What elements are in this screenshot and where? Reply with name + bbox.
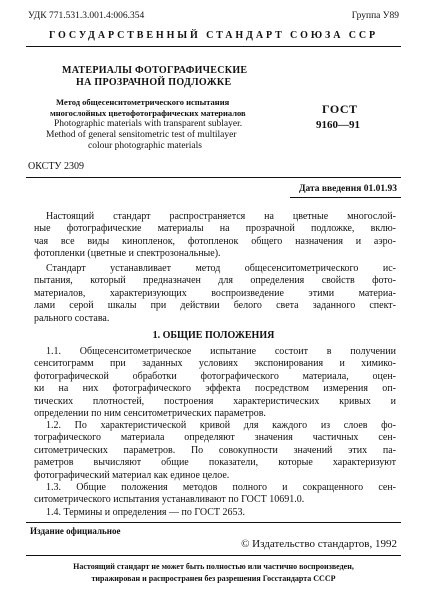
copyright-rule [26,555,401,556]
masthead: ГОСУДАРСТВЕННЫЙ СТАНДАРТ СОЮЗА ССР [49,30,378,41]
clause-1-2 [34,420,396,482]
section-heading: 1. ОБЩИЕ ПОЛОЖЕНИЯ [152,330,275,341]
official-rule [26,522,401,523]
footer-notice-line2: тиражирован и распространен без разрешения Госстандарта СССР [91,574,336,583]
text-line: материалов, характеризующих воспроизведение этими материа- [34,287,396,299]
text-line: ситометрических параметров. По совокупности значений этих па- [34,444,396,456]
text-line: Стандарт устанавливает метод общесенситометрического ис- [46,263,396,274]
text-line: ки на них фотографического эффекта посредством измерения оп- [34,383,396,395]
copyright: © Издательство стандартов, 1992 [241,538,397,550]
text-line: фотографический материал как единое целое. [34,469,230,481]
clause-1-1 [34,346,396,420]
gost-number: 9160—91 [316,119,360,131]
text-line: ные фотографические материалы на прозрачной подложке, вклю- [34,223,396,235]
text-line: 1.2. По характеристической кривой для каждого из слоев фо- [46,420,396,431]
okstu-code: ОКСТУ 2309 [28,161,85,172]
text-line: тографического материала определяют значения частичных сен- [34,432,396,444]
intro-paragraph [34,211,396,261]
clause-1-3 [34,482,396,507]
doc-title-en-line1: Photographic materials with transparent sublayer. [54,119,243,129]
doc-title-line1: МАТЕРИАЛЫ ФОТОГРАФИЧЕСКИЕ [62,65,248,76]
masthead-rule [26,46,401,47]
doc-subtitle-line1: Метод общесенситометрического испытания [56,97,230,107]
text-line: лами серой шкалы при действии белого света заданного спект- [34,300,396,312]
udk-code: УДК 771.531.3.001.4:006.354 [28,11,145,21]
doc-subtitle-line2: многослойных цветофотографических материалов [50,108,246,118]
text-line: фотографической обработки фотографического материала, оцен- [34,370,396,382]
footer-notice-line1: Настоящий стандарт не может быть полностью или частично воспроизведен, [73,562,354,571]
clause-1-4 [34,507,396,519]
doc-title-en-line3: colour photographic materials [88,141,202,151]
text-line: раметров вычисляют общие показатели, которые характеризуют [34,457,396,469]
group-code: Группа У89 [351,11,399,21]
text-line: пытания, который предназначен для определения свойств фото- [34,275,396,287]
text-line: 1.3. Общие положения методов полного и сокращенного сен- [46,482,396,493]
official-edition: Издание официальное [30,526,121,536]
text-line: фотопленки (цветные и спектрозональные). [34,248,221,260]
text-line: ситометрического испытания устанавливают по ГОСТ 10691.0. [34,494,305,506]
title-rule [26,177,401,178]
text-line: 1.4. Термины и определения — по ГОСТ 2653. [46,507,246,518]
text-line: определении по ним сенситометрических параметров. [34,408,266,420]
text-line: Настоящий стандарт распространяется на цветные многослой- [46,211,396,222]
text-line: тических плотностей, построения характеристических кривых и [34,395,396,407]
text-line: сенситограмм при заданных условиях экспонирования и химико- [34,358,396,370]
gost-label: ГОСТ [322,102,358,116]
date-rule [290,197,401,198]
doc-title-en-line2: Method of general sensitometric test of multilayer [46,130,237,140]
text-line: рального состава. [34,312,110,324]
text-line: 1.1. Общесенситометрическое испытание состоит в получении [46,346,396,357]
doc-title-line2: НА ПРОЗРАЧНОЙ ПОДЛОЖКЕ [76,77,232,88]
date-intro: Дата введения 01.01.93 [298,184,397,194]
text-line: чая все виды кинопленок, фотопленок общего назначения и аэро- [34,235,396,247]
method-paragraph [34,263,396,325]
